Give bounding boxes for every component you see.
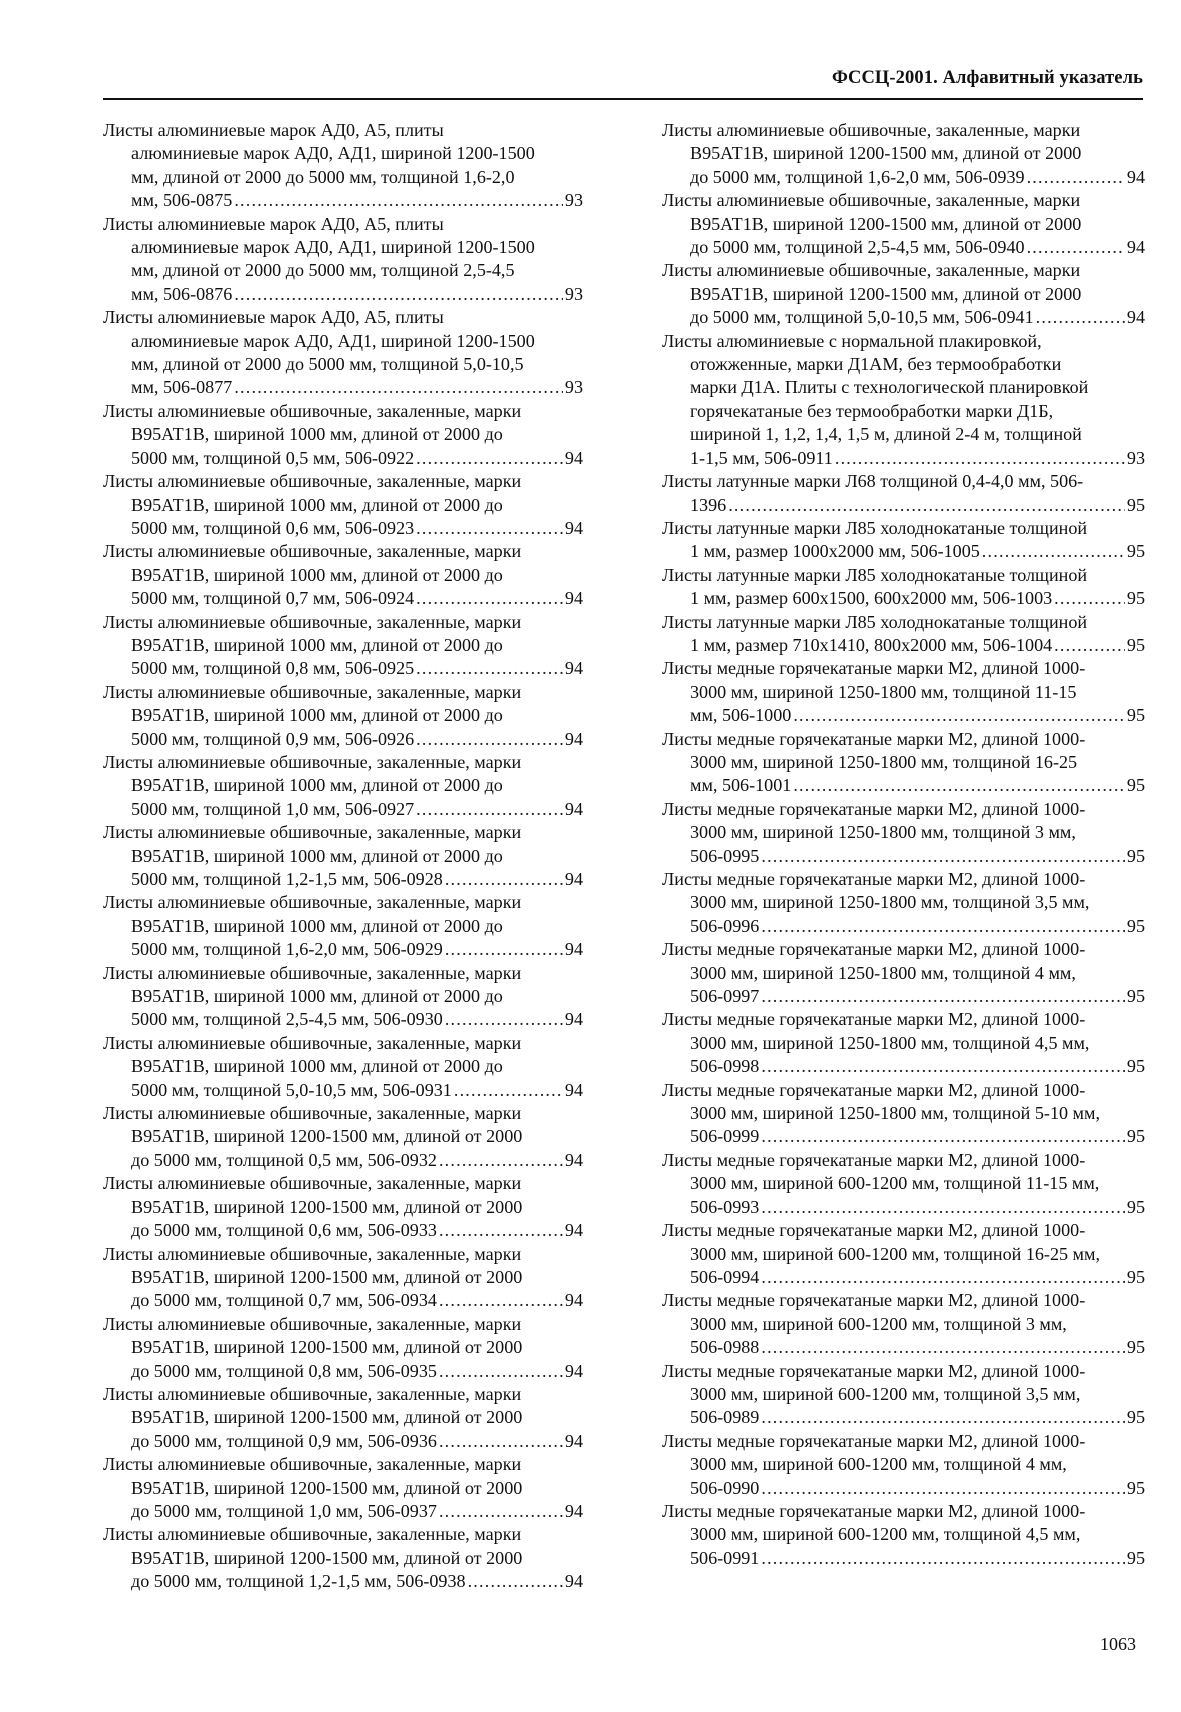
entry-line: Листы алюминиевые с нормальной плакировкой, (662, 330, 1042, 351)
entry-page-ref: 94 (564, 939, 583, 960)
entry-page-ref: 94 (564, 1009, 583, 1030)
index-entry (662, 330, 1145, 470)
index-entry (103, 1313, 583, 1383)
dot-leader (439, 1360, 563, 1383)
index-entry (103, 611, 583, 681)
entry-page-ref: 94 (1126, 307, 1145, 328)
dot-leader (728, 494, 1125, 517)
entry-code: 1396 (690, 494, 727, 515)
dot-leader (761, 1055, 1125, 1078)
entry-line: Листы латунные марки Л85 холоднокатаные толщиной (662, 611, 1088, 632)
index-entry (103, 1102, 583, 1172)
dot-leader (761, 1336, 1125, 1359)
entry-last-line (662, 306, 1145, 329)
entry-line: мм, длиной от 2000 до 5000 мм, толщиной 2,5-4,5 (131, 260, 515, 281)
entry-code: 1 мм, размер 600х1500, 600х2000 мм, 506-1003 (690, 588, 1053, 609)
entry-last-line (103, 1149, 583, 1172)
entry-page-ref: 93 (1126, 447, 1145, 468)
dot-leader (234, 189, 563, 212)
entry-last-line (662, 166, 1145, 189)
dot-leader (761, 915, 1125, 938)
entry-code: до 5000 мм, толщиной 0,9 мм, 506-0936 (131, 1430, 437, 1451)
dot-leader (761, 985, 1125, 1008)
entry-line: Листы алюминиевые обшивочные, закаленные, марки (103, 681, 522, 702)
entry-line: алюминиевые марок АД0, АД1, шириной 1200-1500 (131, 237, 535, 258)
entry-last-line (103, 1360, 583, 1383)
entry-line: 3000 мм, шириной 1250-1800 мм, толщиной 5-10 мм, (690, 1103, 1100, 1124)
entry-code: до 5000 мм, толщиной 5,0-10,5 мм, 506-0941 (690, 307, 1034, 328)
index-entry (662, 1360, 1145, 1430)
entry-page-ref: 95 (1126, 845, 1145, 866)
entry-page-ref: 94 (564, 1360, 583, 1381)
entry-line: Листы латунные марки Л85 холоднокатаные толщиной (662, 564, 1088, 585)
index-entry (662, 657, 1145, 727)
entry-line: Листы медные горячекатаные марки М2, длиной 1000- (662, 1009, 1086, 1030)
entry-line: В95АТ1В, шириной 1200-1500 мм, длиной от 2000 (131, 1477, 523, 1498)
index-entry (662, 1500, 1145, 1570)
entry-last-line (103, 1219, 583, 1242)
entry-page-ref: 95 (1126, 541, 1145, 562)
entry-line: В95АТ1В, шириной 1000 мм, длиной от 2000 до (131, 424, 503, 445)
entry-code: мм, 506-1001 (690, 775, 792, 796)
index-entry (103, 962, 583, 1032)
entry-line: Листы алюминиевые обшивочные, закаленные, марки (662, 190, 1081, 211)
index-entry (103, 213, 583, 307)
entry-line: В95АТ1В, шириной 1200-1500 мм, длиной от 2000 (131, 1547, 523, 1568)
index-entry (103, 119, 583, 213)
entry-page-ref: 95 (1126, 986, 1145, 1007)
entry-code: 5000 мм, толщиной 0,9 мм, 506-0926 (131, 728, 415, 749)
entry-line: Листы медные горячекатаные марки М2, длиной 1000- (662, 939, 1086, 960)
entry-last-line (103, 798, 583, 821)
entry-page-ref: 94 (564, 1571, 583, 1592)
entry-last-line (662, 587, 1145, 610)
entry-code: 506-0995 (690, 845, 760, 866)
entry-line: марки Д1А. Плиты с технологической планировкой (690, 377, 1089, 398)
entry-line: Листы медные горячекатаные марки М2, длиной 1000- (662, 1360, 1086, 1381)
index-entry (662, 259, 1145, 329)
index-entry (103, 400, 583, 470)
index-entry (662, 1149, 1145, 1219)
entry-line: В95АТ1В, шириной 1000 мм, длиной от 2000 до (131, 564, 503, 585)
index-entry (103, 1172, 583, 1242)
page-header (103, 58, 1143, 100)
dot-leader (761, 1196, 1125, 1219)
entry-line: Листы алюминиевые марок АД0, А5, плиты (103, 213, 444, 234)
dot-leader (416, 587, 563, 610)
right-index-column (662, 119, 1145, 1570)
entry-line: 3000 мм, шириной 1250-1800 мм, толщиной 3,5 мм, (690, 892, 1090, 913)
index-entry (103, 1243, 583, 1313)
dot-leader (761, 845, 1125, 868)
dot-leader (982, 540, 1125, 563)
entry-last-line (103, 1008, 583, 1031)
entry-last-line (103, 728, 583, 751)
entry-line: 3000 мм, шириной 1250-1800 мм, толщиной 11-15 (690, 681, 1077, 702)
entry-code: мм, 506-1000 (690, 705, 792, 726)
entry-code: мм, 506-0875 (131, 190, 233, 211)
entry-line: 3000 мм, шириной 1250-1800 мм, толщиной 4,5 мм, (690, 1032, 1090, 1053)
entry-page-ref: 95 (1126, 1196, 1145, 1217)
dot-leader (416, 798, 563, 821)
dot-leader (416, 447, 563, 470)
entry-code: 506-0991 (690, 1547, 760, 1568)
index-entry (662, 1219, 1145, 1289)
entry-page-ref: 94 (564, 1220, 583, 1241)
entry-line: В95АТ1В, шириной 1200-1500 мм, длиной от 2000 (131, 1407, 523, 1428)
entry-page-ref: 95 (1126, 705, 1145, 726)
entry-last-line (103, 587, 583, 610)
entry-code: 5000 мм, толщиной 1,2-1,5 мм, 506-0928 (131, 869, 443, 889)
entry-page-ref: 94 (564, 1500, 583, 1521)
entry-code: 506-0989 (690, 1407, 760, 1428)
dot-leader (468, 1570, 563, 1593)
index-entry (662, 728, 1145, 798)
index-entry (103, 891, 583, 961)
index-entry (662, 517, 1145, 564)
entry-line: мм, длиной от 2000 до 5000 мм, толщиной 1,6-2,0 (131, 166, 515, 187)
entry-code: 5000 мм, толщиной 0,5 мм, 506-0922 (131, 447, 415, 468)
entry-page-ref: 95 (1126, 634, 1145, 655)
entry-line: 3000 мм, шириной 1250-1800 мм, толщиной 4 мм, (690, 962, 1076, 983)
entry-code: 506-0997 (690, 986, 760, 1007)
entry-line: отожженные, марки Д1АМ, без термообработки (690, 354, 1062, 375)
entry-last-line (662, 494, 1145, 517)
dot-leader (1054, 634, 1125, 657)
left-index-column (103, 119, 583, 1594)
entry-code: 5000 мм, толщиной 5,0-10,5 мм, 506-0931 (131, 1079, 452, 1100)
entry-page-ref: 95 (1126, 588, 1145, 609)
index-entry (103, 1383, 583, 1453)
index-entry (662, 798, 1145, 868)
entry-line: Листы алюминиевые обшивочные, закаленные, марки (662, 260, 1081, 281)
entry-page-ref: 94 (564, 798, 583, 819)
entry-code: 5000 мм, толщиной 2,5-4,5 мм, 506-0930 (131, 1009, 443, 1030)
dot-leader (416, 657, 563, 680)
entry-code: 506-0988 (690, 1337, 760, 1358)
entry-code: до 5000 мм, толщиной 2,5-4,5 мм, 506-0940 (690, 237, 1025, 258)
entry-last-line (662, 1336, 1145, 1359)
entry-line: В95АТ1В, шириной 1000 мм, длиной от 2000 до (131, 915, 503, 936)
entry-code: 506-0993 (690, 1196, 760, 1217)
index-entry (662, 189, 1145, 259)
entry-code: 506-0998 (690, 1056, 760, 1077)
index-entry (103, 540, 583, 610)
entry-line: Листы алюминиевые марок АД0, А5, плиты (103, 120, 444, 140)
entry-last-line (103, 1079, 583, 1102)
entry-line: В95АТ1В, шириной 1000 мм, длиной от 2000 до (131, 494, 503, 515)
entry-last-line (662, 634, 1145, 657)
entry-last-line (662, 774, 1145, 797)
dot-leader (761, 1406, 1125, 1429)
entry-code: до 5000 мм, толщиной 0,8 мм, 506-0935 (131, 1360, 437, 1381)
entry-code: 506-0996 (690, 915, 760, 936)
entry-last-line (103, 283, 583, 306)
entry-line: Листы алюминиевые обшивочные, закаленные, марки (103, 751, 522, 772)
index-entry (103, 306, 583, 400)
entry-page-ref: 95 (1126, 1056, 1145, 1077)
entry-line: В95АТ1В, шириной 1200-1500 мм, длиной от 2000 (131, 1126, 523, 1147)
entry-last-line (662, 915, 1145, 938)
entry-last-line (662, 1196, 1145, 1219)
entry-last-line (662, 1477, 1145, 1500)
entry-last-line (662, 704, 1145, 727)
index-entry (662, 564, 1145, 611)
entry-line: Листы алюминиевые обшивочные, закаленные, марки (103, 1454, 522, 1475)
entry-last-line (103, 1570, 583, 1593)
entry-page-ref: 94 (564, 447, 583, 468)
entry-last-line (103, 189, 583, 212)
entry-line: алюминиевые марок АД0, АД1, шириной 1200-1500 (131, 330, 535, 351)
entry-page-ref: 95 (1126, 494, 1145, 515)
dot-leader (234, 376, 563, 399)
entry-line: В95АТ1В, шириной 1000 мм, длиной от 2000 до (131, 775, 503, 796)
entry-line: В95АТ1В, шириной 1000 мм, длиной от 2000 до (131, 1056, 503, 1077)
entry-code: 1 мм, размер 1000х2000 мм, 506-1005 (690, 541, 980, 562)
entry-page-ref: 94 (564, 1290, 583, 1311)
entry-line: В95АТ1В, шириной 1200-1500 мм, длиной от 2000 (690, 143, 1082, 164)
entry-line: Листы медные горячекатаные марки М2, длиной 1000- (662, 1500, 1086, 1521)
dot-leader (1027, 166, 1125, 189)
entry-line: 3000 мм, шириной 600-1200 мм, толщиной 11-15 мм, (690, 1173, 1100, 1194)
entry-line: шириной 1, 1,2, 1,4, 1,5 м, длиной 2-4 м, толщиной (690, 424, 1082, 445)
dot-leader (445, 938, 563, 961)
entry-last-line (662, 540, 1145, 563)
entry-code: до 5000 мм, толщиной 0,6 мм, 506-0933 (131, 1220, 437, 1241)
dot-leader (835, 447, 1125, 470)
index-entry (662, 611, 1145, 658)
index-entry (662, 1008, 1145, 1078)
entry-last-line (103, 938, 583, 961)
entry-line: В95АТ1В, шириной 1000 мм, длиной от 2000 до (131, 634, 503, 655)
entry-line: Листы медные горячекатаные марки М2, длиной 1000- (662, 658, 1086, 679)
entry-last-line (103, 517, 583, 540)
index-entry (662, 868, 1145, 938)
entry-line: Листы алюминиевые обшивочные, закаленные, марки (103, 471, 522, 492)
dot-leader (793, 704, 1125, 727)
entry-last-line (662, 1406, 1145, 1429)
entry-line: 3000 мм, шириной 600-1200 мм, толщиной 4,5 мм, (690, 1524, 1081, 1545)
entry-line: Листы медные горячекатаные марки М2, длиной 1000- (662, 798, 1086, 819)
dot-leader (439, 1430, 563, 1453)
entry-line: В95АТ1В, шириной 1200-1500 мм, длиной от 2000 (131, 1196, 523, 1217)
index-entry (103, 1032, 583, 1102)
entry-page-ref: 95 (1126, 1407, 1145, 1428)
entry-line: 3000 мм, шириной 600-1200 мм, толщиной 4 мм, (690, 1454, 1067, 1475)
index-entry (103, 470, 583, 540)
entry-line: В95АТ1В, шириной 1200-1500 мм, длиной от 2000 (131, 1337, 523, 1358)
entry-last-line (103, 1430, 583, 1453)
entry-line: Листы алюминиевые обшивочные, закаленные, марки (103, 1383, 522, 1404)
index-entry (662, 1289, 1145, 1359)
entry-code: 5000 мм, толщиной 1,0 мм, 506-0927 (131, 798, 415, 819)
entry-line: Листы латунные марки Л68 толщиной 0,4-4,0 мм, 506- (662, 471, 1084, 492)
page-number: 1063 (1100, 1634, 1136, 1654)
entry-last-line (662, 1055, 1145, 1078)
entry-line: мм, длиной от 2000 до 5000 мм, толщиной 5,0-10,5 (131, 354, 524, 375)
entry-line: 3000 мм, шириной 1250-1800 мм, толщиной 16-25 (690, 751, 1078, 772)
entry-page-ref: 95 (1126, 1266, 1145, 1287)
index-entry (662, 470, 1145, 517)
entry-line: В95АТ1В, шириной 1200-1500 мм, длиной от 2000 (690, 213, 1082, 234)
dot-leader (454, 1079, 563, 1102)
entry-last-line (662, 236, 1145, 259)
entry-line: 3000 мм, шириной 600-1200 мм, толщиной 3,5 мм, (690, 1383, 1081, 1404)
entry-line: горячекатаные без термообработки марки Д1Б, (690, 400, 1054, 421)
entry-last-line (662, 845, 1145, 868)
entry-last-line (662, 1125, 1145, 1148)
dot-leader (416, 728, 563, 751)
entry-line: Листы алюминиевые обшивочные, закаленные, марки (662, 120, 1081, 140)
dot-leader (761, 1477, 1125, 1500)
entry-line: В95АТ1В, шириной 1000 мм, длиной от 2000 до (131, 986, 503, 1007)
entry-last-line (662, 447, 1145, 470)
entry-code: мм, 506-0877 (131, 377, 233, 398)
entry-last-line (103, 1289, 583, 1312)
entry-page-ref: 95 (1126, 1547, 1145, 1568)
entry-line: Листы алюминиевые обшивочные, закаленные, марки (103, 1243, 522, 1264)
entry-page-ref: 94 (564, 588, 583, 609)
entry-code: 5000 мм, толщиной 1,6-2,0 мм, 506-0929 (131, 939, 443, 960)
entry-line: Листы алюминиевые обшивочные, закаленные, марки (103, 541, 522, 562)
entry-page-ref: 94 (564, 869, 583, 889)
entry-page-ref: 94 (564, 1149, 583, 1170)
entry-page-ref: 94 (1126, 166, 1145, 187)
entry-line: Листы латунные марки Л85 холоднокатаные толщиной (662, 517, 1088, 538)
entry-code: до 5000 мм, толщиной 1,0 мм, 506-0937 (131, 1500, 437, 1521)
entry-code: до 5000 мм, толщиной 0,5 мм, 506-0932 (131, 1149, 437, 1170)
entry-page-ref: 93 (564, 283, 583, 304)
entry-line: В95АТ1В, шириной 1200-1500 мм, длиной от 2000 (131, 1266, 523, 1287)
entry-line: 3000 мм, шириной 600-1200 мм, толщиной 3 мм, (690, 1313, 1067, 1334)
entry-line: В95АТ1В, шириной 1000 мм, длиной от 2000 до (131, 705, 503, 726)
entry-page-ref: 94 (564, 728, 583, 749)
entry-line: Листы алюминиевые обшивочные, закаленные, марки (103, 1103, 522, 1124)
entry-page-ref: 94 (1126, 237, 1145, 258)
entry-page-ref: 94 (564, 658, 583, 679)
header-title: ФССЦ-2001. Алфавитный указатель (832, 68, 1143, 88)
entry-line: Листы алюминиевые обшивочные, закаленные, марки (103, 962, 522, 983)
index-entry (662, 1079, 1145, 1149)
entry-code: до 5000 мм, толщиной 0,7 мм, 506-0934 (131, 1290, 437, 1311)
entry-line: Листы алюминиевые обшивочные, закаленные, марки (103, 892, 522, 913)
entry-line: Листы алюминиевые обшивочные, закаленные, марки (103, 822, 522, 843)
index-entry (103, 681, 583, 751)
entry-line: Листы медные горячекатаные марки М2, длиной 1000- (662, 869, 1086, 889)
dot-leader (439, 1289, 563, 1312)
entry-line: Листы алюминиевые обшивочные, закаленные, марки (103, 1524, 522, 1545)
dot-leader (445, 1008, 563, 1031)
dot-leader (439, 1500, 563, 1523)
entry-line: Листы медные горячекатаные марки М2, длиной 1000- (662, 1149, 1086, 1170)
entry-line: Листы медные горячекатаные марки М2, длиной 1000- (662, 1430, 1086, 1451)
entry-line: Листы алюминиевые обшивочные, закаленные, марки (103, 1032, 522, 1053)
index-entry (103, 821, 583, 891)
entry-page-ref: 95 (1126, 1126, 1145, 1147)
entry-page-ref: 95 (1126, 915, 1145, 936)
entry-line: Листы медные горячекатаные марки М2, длиной 1000- (662, 728, 1086, 749)
entry-line: 3000 мм, шириной 1250-1800 мм, толщиной 3 мм, (690, 822, 1076, 843)
entry-line: Листы алюминиевые обшивочные, закаленные, марки (103, 611, 522, 632)
entry-line: Листы медные горячекатаные марки М2, длиной 1000- (662, 1220, 1086, 1241)
entry-last-line (103, 868, 583, 891)
entry-last-line (103, 1500, 583, 1523)
entry-code: 1-1,5 мм, 506-0911 (690, 447, 833, 468)
dot-leader (416, 517, 563, 540)
entry-page-ref: 95 (1126, 1337, 1145, 1358)
index-entry (103, 1453, 583, 1523)
entry-last-line (662, 1266, 1145, 1289)
entry-code: 506-0994 (690, 1266, 760, 1287)
dot-leader (445, 868, 563, 891)
entry-line: Листы медные горячекатаные марки М2, длиной 1000- (662, 1290, 1086, 1311)
dot-leader (761, 1125, 1125, 1148)
dot-leader (761, 1266, 1125, 1289)
entry-line: Листы алюминиевые обшивочные, закаленные, марки (103, 1313, 522, 1334)
entry-line: алюминиевые марок АД0, АД1, шириной 1200-1500 (131, 143, 535, 164)
entry-code: 1 мм, размер 710х1410, 800х2000 мм, 506-1004 (690, 634, 1053, 655)
dot-leader (1054, 587, 1125, 610)
index-entry (103, 751, 583, 821)
entry-page-ref: 94 (564, 517, 583, 538)
entry-code: до 5000 мм, толщиной 1,6-2,0 мм, 506-0939 (690, 166, 1025, 187)
entry-line: В95АТ1В, шириной 1200-1500 мм, длиной от 2000 (690, 283, 1082, 304)
entry-code: 506-0999 (690, 1126, 760, 1147)
entry-line: 3000 мм, шириной 600-1200 мм, толщиной 16-25 мм, (690, 1243, 1100, 1264)
entry-code: 506-0990 (690, 1477, 760, 1498)
entry-page-ref: 93 (564, 190, 583, 211)
entry-code: мм, 506-0876 (131, 283, 233, 304)
entry-last-line (662, 1547, 1145, 1570)
entry-line: Листы алюминиевые обшивочные, закаленные, марки (103, 400, 522, 421)
entry-page-ref: 93 (564, 377, 583, 398)
index-entry (662, 1430, 1145, 1500)
dot-leader (439, 1219, 563, 1242)
entry-code: 5000 мм, толщиной 0,6 мм, 506-0923 (131, 517, 415, 538)
entry-last-line (662, 985, 1145, 1008)
entry-last-line (103, 447, 583, 470)
entry-code: 5000 мм, толщиной 0,8 мм, 506-0925 (131, 658, 415, 679)
dot-leader (439, 1149, 563, 1172)
index-entry (103, 1523, 583, 1593)
dot-leader (1036, 306, 1125, 329)
entry-last-line (103, 657, 583, 680)
dot-leader (1027, 236, 1125, 259)
entry-last-line (103, 376, 583, 399)
entry-page-ref: 94 (564, 1079, 583, 1100)
entry-code: до 5000 мм, толщиной 1,2-1,5 мм, 506-0938 (131, 1571, 466, 1592)
entry-code: 5000 мм, толщиной 0,7 мм, 506-0924 (131, 588, 415, 609)
entry-line: Листы алюминиевые марок АД0, А5, плиты (103, 307, 444, 328)
index-entry (662, 938, 1145, 1008)
entry-line: В95АТ1В, шириной 1000 мм, длиной от 2000 до (131, 845, 503, 866)
dot-leader (761, 1547, 1125, 1570)
entry-line: Листы медные горячекатаные марки М2, длиной 1000- (662, 1079, 1086, 1100)
dot-leader (234, 283, 563, 306)
entry-page-ref: 95 (1126, 1477, 1145, 1498)
dot-leader (793, 774, 1125, 797)
entry-page-ref: 95 (1126, 775, 1145, 796)
index-entry (662, 119, 1145, 189)
entry-page-ref: 94 (564, 1430, 583, 1451)
entry-line: Листы алюминиевые обшивочные, закаленные, марки (103, 1173, 522, 1194)
